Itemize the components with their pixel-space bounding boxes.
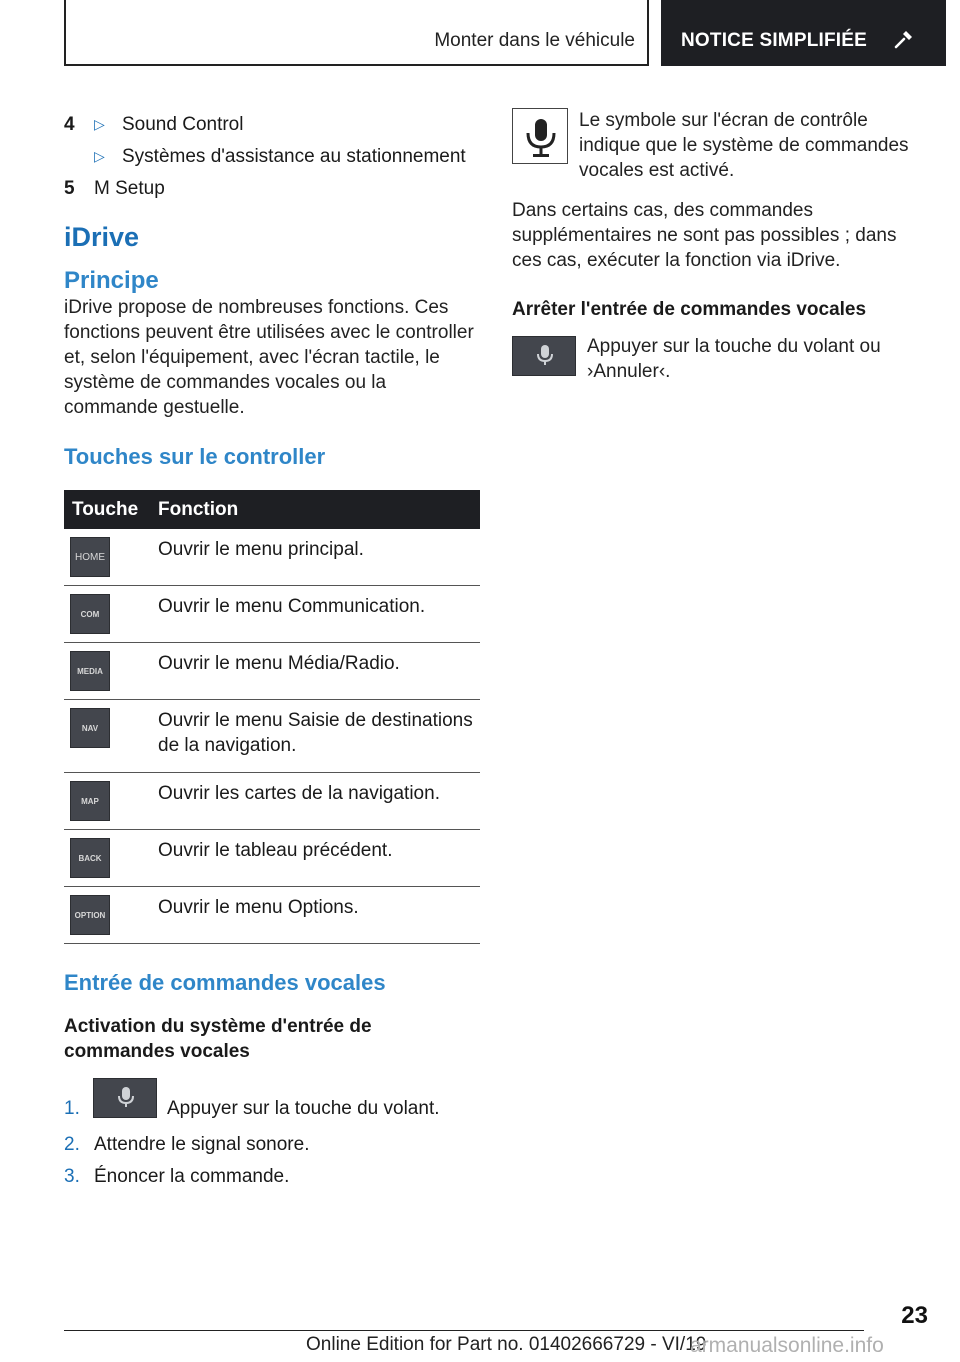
controller-heading: Touches sur le controller	[64, 444, 326, 469]
activation-heading: Activation du système d'entrée de commandes vocales	[64, 1016, 372, 1062]
watermark: armanualsonline.info	[690, 1334, 884, 1357]
subsection-title: Principe	[64, 267, 159, 294]
controller-keys-table	[64, 490, 480, 944]
option-key-icon: OPTION	[70, 895, 110, 935]
guide-tab	[661, 0, 946, 66]
list-text: Sound Control	[122, 114, 244, 135]
media-key-icon: MEDIA	[70, 651, 110, 691]
steps-list	[64, 1078, 480, 1192]
table-row	[64, 643, 480, 700]
stop-heading: Arrêter l'entrée de commandes vocales	[512, 299, 867, 320]
table-header-row	[64, 490, 480, 529]
list-item	[64, 108, 480, 140]
step-number: 1.	[64, 1098, 80, 1119]
back-key-icon: BACK	[70, 838, 110, 878]
triangle-bullet-icon: ▷	[94, 148, 105, 164]
com-key-icon: COM	[70, 594, 110, 634]
left-column	[64, 108, 480, 1192]
list-text: Systèmes d'assistance au stationnement	[122, 146, 466, 167]
list-item	[64, 140, 480, 172]
table-row	[64, 529, 480, 586]
chapter-title: Monter dans le véhicule	[434, 30, 635, 51]
section-title: iDrive	[64, 222, 140, 252]
function-cell: Ouvrir le tableau précédent.	[154, 830, 480, 887]
symbol-paragraph: Le symbole sur l'écran de contrôle indique que le système de commandes vocales est activé.	[579, 110, 909, 181]
map-key-icon: MAP	[70, 781, 110, 821]
function-cell: Ouvrir le menu Communication.	[154, 586, 480, 643]
function-cell: Ouvrir les cartes de la navigation.	[154, 773, 480, 830]
table-row	[64, 586, 480, 643]
list-item	[64, 1160, 480, 1192]
table-row	[64, 700, 480, 773]
list-text: M Setup	[94, 178, 165, 199]
stop-paragraph: Appuyer sur la touche du volant ou ›Annuler‹.	[587, 336, 881, 382]
function-cell: Ouvrir le menu Options.	[154, 887, 480, 944]
function-cell: Ouvrir le menu Saisie de destinations de la navigation.	[154, 700, 480, 773]
step-text: Attendre le signal sonore.	[94, 1134, 310, 1155]
column-header: Touche	[64, 490, 154, 529]
list-number: 4	[64, 114, 75, 135]
page-header	[64, 0, 946, 66]
edition-text: Online Edition for Part no. 01402666729 - VI/19	[306, 1334, 707, 1355]
list-number: 5	[64, 178, 75, 199]
steering-mic-button-icon	[93, 1078, 157, 1118]
column-header: Fonction	[154, 490, 480, 529]
microphone-icon	[512, 108, 568, 164]
function-cell: Ouvrir le menu principal.	[154, 529, 480, 586]
wrench-icon	[893, 28, 915, 50]
table-row	[64, 887, 480, 944]
triangle-bullet-icon: ▷	[94, 116, 105, 132]
function-cell: Ouvrir le menu Média/Radio.	[154, 643, 480, 700]
list-item	[64, 1078, 480, 1128]
table-row	[64, 773, 480, 830]
home-key-icon: HOME	[70, 537, 110, 577]
step-number: 3.	[64, 1166, 80, 1187]
extra-paragraph: Dans certains cas, des commandes supplémentaires ne sont pas possibles ; dans ces cas, exécuter la fonction via iDrive.	[512, 200, 897, 271]
step-number: 2.	[64, 1134, 80, 1155]
list-item	[64, 1128, 480, 1160]
page-number: 23	[901, 1302, 928, 1329]
table-row	[64, 830, 480, 887]
chapter-tab	[64, 0, 649, 66]
stop-block	[512, 334, 926, 394]
symbol-block	[512, 102, 926, 184]
list-item	[64, 172, 480, 204]
footer-divider	[64, 1330, 864, 1331]
nav-key-icon: NAV	[70, 708, 110, 748]
step-text: Énoncer la commande.	[94, 1166, 290, 1187]
step-text: Appuyer sur la touche du volant.	[167, 1098, 440, 1119]
principle-paragraph: iDrive propose de nombreuses fonctions. Ces fonctions peuvent être utilisées avec le controller et, selon l'équipement, avec l'écran tactile, le système de commandes vocales ou la commande gestuelle.	[64, 297, 474, 418]
voice-heading: Entrée de commandes vocales	[64, 970, 386, 995]
guide-label: NOTICE SIMPLIFIÉE	[681, 30, 868, 51]
steering-mic-button-icon	[512, 336, 576, 376]
right-column	[512, 102, 926, 394]
